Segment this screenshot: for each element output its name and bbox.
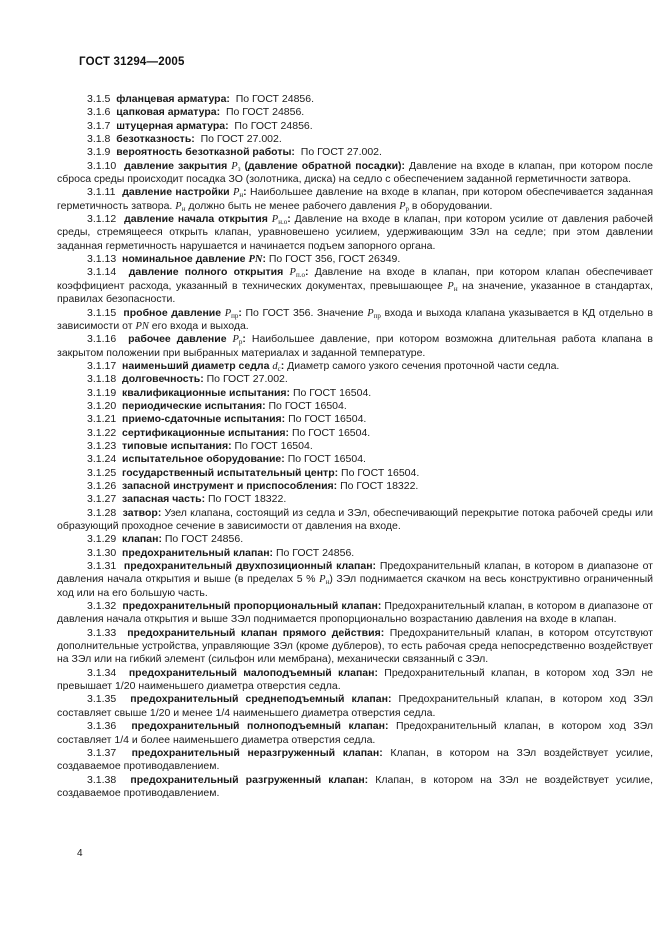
paragraph — [57, 600, 653, 627]
term: (давление обратной посадки): — [240, 159, 406, 172]
term: предохранительный среднеподъемный клапан: — [130, 693, 392, 706]
paragraph — [57, 453, 653, 466]
term: : — [262, 253, 266, 266]
paragraph — [57, 400, 653, 413]
paragraph — [57, 266, 653, 306]
definition-text: Предохранительный клапан, в котором ход ЗЭл составляет свыше 1/20 и менее 1/4 наименьшего диаметра отверстия седла. — [57, 693, 653, 719]
variable-symbol: $P_н$ — [319, 574, 330, 587]
clause-number: 3.1.29 — [87, 533, 123, 546]
variable-symbol: $P_{пр}$ — [224, 307, 239, 320]
clause-number: 3.1.5 — [87, 93, 117, 105]
term: предохранительный неразгруженный клапан: — [131, 746, 383, 759]
clause-number: 3.1.30 — [87, 546, 123, 559]
paragraph — [57, 307, 653, 334]
definition-text: его входа и выхода. — [148, 319, 249, 332]
term: PN — [248, 254, 263, 266]
clause-number: 3.1.12 — [87, 213, 125, 226]
term: предохранительный двухпозиционный клапан: — [123, 560, 377, 573]
paragraph — [57, 186, 653, 213]
clause-number: 3.1.10 — [87, 159, 125, 172]
term: предохранительный малоподъемный клапан: — [128, 666, 378, 679]
definition-text: По ГОСТ 24856. — [229, 93, 315, 105]
term: периодические испытания: — [122, 399, 266, 412]
term: фланцевая арматура: — [116, 93, 230, 105]
clause-number: 3.1.13 — [87, 253, 123, 266]
paragraph — [57, 720, 653, 747]
term: затвор: — [122, 506, 162, 519]
definition-text: в оборудовании. — [409, 199, 493, 212]
clause-number: 3.1.28 — [87, 506, 123, 519]
paragraph — [57, 693, 653, 720]
definition-text: ) ЗЭл поднимается скачком на весь конструктивно ограниченный ход или на его большую часть. — [57, 573, 653, 599]
paragraph — [57, 774, 653, 801]
term: рабочее давление — [128, 333, 233, 346]
definition-text: По ГОСТ 16504. — [290, 386, 372, 399]
paragraph — [57, 360, 653, 373]
term: цапковая арматура: — [116, 106, 221, 119]
variable-symbol: $P_н$ — [232, 187, 244, 200]
clause-number: 3.1.33 — [87, 626, 128, 639]
clause-number: 3.1.19 — [87, 386, 123, 399]
variable-symbol: $P_р$ — [232, 334, 243, 347]
paragraph — [57, 560, 653, 600]
definition-text: Узел клапана, состоящий из седла и ЗЭл, обеспечивающий перекрытие потока рабочей среды или образующий проходное сечение в зависимости от давления на входе. — [57, 506, 654, 532]
document-header-title: ГОСТ 31294—2005 — [79, 56, 185, 68]
variable-symbol: $P_{п.о}$ — [289, 267, 305, 280]
definition-text: По ГОСТ 27.002. — [294, 146, 382, 159]
clause-number: 3.1.31 — [87, 560, 124, 573]
paragraph — [57, 533, 653, 546]
term: давление полного открытия — [128, 266, 290, 279]
definition-text: По ГОСТ 24856. — [228, 119, 313, 132]
term: клапан: — [122, 533, 162, 546]
paragraph — [57, 213, 653, 253]
definition-text: По ГОСТ 16504. — [338, 466, 420, 479]
definition-text: Предохранительный клапан, в котором отсутствуют дополнительные устройства, управляющие ЗЭл (кроме дублеров), то есть рабочая среда непосредственно воздействует на ЗЭл или на гибкий элемент (сильфон или мембрана), механически связанный с ЗЭл. — [57, 626, 653, 666]
paragraph — [57, 413, 653, 426]
paragraph — [57, 547, 653, 560]
paragraph — [57, 133, 653, 146]
clause-number: 3.1.7 — [87, 119, 117, 132]
clause-number: 3.1.11 — [87, 186, 123, 199]
paragraph — [57, 146, 653, 159]
definition-text: Диаметр самого узкого сечения проточной части седла. — [284, 359, 560, 372]
definition-text: По ГОСТ 16504. — [284, 453, 366, 466]
paragraph — [57, 467, 653, 480]
term: предохранительный разгруженный клапан: — [130, 773, 369, 786]
clause-number: 3.1.17 — [87, 359, 123, 372]
clause-number: 3.1.14 — [87, 266, 129, 279]
definition-text: Давление на входе в клапан, при котором усилие от давления рабочей среды, стремящееся открыть клапан, уравновешено усилием, удерживающим ЗЭл на седле; при этом давлении заданная герметичность нарушается и начинается подъем запорного органа. — [57, 213, 653, 252]
paragraph — [57, 373, 653, 386]
clause-number: 3.1.21 — [87, 413, 123, 426]
definition-text: По ГОСТ 16504. — [265, 399, 347, 412]
variable-symbol: $P_{н.о}$ — [271, 214, 288, 227]
paragraph — [57, 253, 653, 266]
term: типовые испытания: — [122, 439, 232, 452]
term: давление начала открытия — [124, 213, 272, 226]
definition-text: PN — [135, 320, 149, 332]
paragraph — [57, 667, 653, 694]
term: вероятность безотказной работы: — [116, 146, 295, 159]
definition-text: По ГОСТ 16504. — [285, 413, 367, 426]
variable-symbol: $P_н$ — [447, 280, 458, 293]
term: предохранительный пропорциональный клапан: — [122, 600, 382, 613]
paragraph — [57, 480, 653, 493]
term: государственный испытательный центр: — [122, 466, 339, 479]
definition-text: Клапан, в котором на ЗЭл воздействует усилие, создаваемое противодавлением. — [57, 746, 654, 773]
definition-text: должно быть не менее рабочего давления — [185, 199, 400, 212]
definition-text: По ГОСТ 356. Значение — [241, 306, 368, 319]
term: предохранительный клапан прямого действия: — [127, 626, 385, 639]
definition-text: По ГОСТ 18322. — [337, 479, 419, 492]
term: безотказность: — [116, 133, 195, 146]
term: : — [304, 266, 309, 279]
definition-text: Давление на входе в клапан, при котором клапан обеспечивает коэффициент расхода, указанный в технических документах, превышающее — [57, 266, 653, 292]
term: : — [238, 306, 242, 319]
clause-number: 3.1.24 — [87, 453, 123, 466]
paragraph — [57, 627, 653, 667]
clause-number: 3.1.8 — [87, 133, 117, 146]
page-number: 4 — [77, 848, 83, 859]
document-body — [57, 93, 653, 800]
definition-text: Предохранительный клапан, в котором ход ЗЭл составляет 1/4 и более наименьшего диаметра отверстия седла. — [57, 720, 654, 746]
clause-number: 3.1.37 — [87, 746, 132, 759]
clause-number: 3.1.22 — [87, 426, 123, 439]
paragraph — [57, 440, 653, 453]
term: приемо-сдаточные испытания: — [122, 413, 286, 426]
definition-text: на значение, указанное в стандартах, правилах безопасности. — [57, 279, 653, 306]
term: : — [287, 213, 291, 226]
definition-text: Клапан, в котором на ЗЭл не воздействует усилие, создаваемое противодавлением. — [57, 773, 654, 799]
clause-number: 3.1.26 — [87, 479, 123, 492]
variable-symbol: $P_{пр}$ — [367, 307, 381, 320]
variable-symbol: $d_с$ — [272, 360, 281, 373]
term: штуцерная арматура: — [116, 119, 229, 132]
paragraph — [57, 747, 653, 774]
variable-symbol: $P_з$ — [231, 160, 241, 173]
term: пробное давление — [123, 306, 225, 319]
definition-text: По ГОСТ 27.002. — [203, 373, 288, 386]
term: наименьший диаметр седла — [122, 359, 273, 372]
paragraph — [57, 427, 653, 440]
clause-number: 3.1.27 — [87, 493, 123, 506]
clause-number: 3.1.36 — [87, 720, 132, 733]
definition-text: По ГОСТ 27.002. — [194, 133, 282, 146]
definition-text: По ГОСТ 24856. — [161, 533, 244, 546]
definition-text: Предохранительный клапан, в котором в диапазоне от давления начала открытия и выше (в пределах 5 % — [57, 560, 653, 586]
term: давление закрытия — [124, 159, 232, 172]
clause-number: 3.1.35 — [87, 693, 131, 706]
paragraph — [57, 333, 653, 360]
definition-text: По ГОСТ 16504. — [289, 426, 371, 439]
clause-number: 3.1.34 — [87, 666, 129, 679]
term: предохранительный полноподъемный клапан: — [131, 720, 389, 733]
clause-number: 3.1.25 — [87, 466, 123, 479]
definition-text: Наибольшее давление, при котором возможна длительная работа клапана в закрытом положении при выбранных материалах и заданной температуре. — [57, 333, 653, 359]
term: запасной инструмент и приспособления: — [122, 479, 338, 492]
term: давление настройки — [122, 186, 233, 199]
clause-number: 3.1.38 — [87, 773, 131, 786]
variable-symbol: $P_н$ — [175, 200, 186, 213]
term: сертификационные испытания: — [122, 426, 290, 439]
term: квалификационные испытания: — [122, 386, 291, 399]
term: номинальное давление — [122, 253, 249, 266]
term: : — [242, 333, 246, 346]
definition-text: По ГОСТ 24856. — [273, 546, 355, 559]
definition-text: Предохранительный клапан, в котором в диапазоне от давления начала открытия и выше ЗЭл поднимается пропорционально возрастанию давления на входе в клапан. — [57, 600, 653, 626]
paragraph — [57, 160, 653, 187]
paragraph — [57, 507, 653, 534]
clause-number: 3.1.23 — [87, 439, 123, 452]
term: предохранительный клапан: — [122, 546, 274, 559]
paragraph — [57, 493, 653, 506]
clause-number: 3.1.18 — [87, 373, 123, 386]
clause-number: 3.1.16 — [87, 333, 129, 346]
paragraph — [57, 120, 653, 133]
definition-text: По ГОСТ 356, ГОСТ 26349. — [265, 253, 401, 266]
clause-number: 3.1.9 — [87, 146, 117, 159]
clause-number: 3.1.32 — [87, 600, 123, 613]
paragraph — [57, 93, 653, 106]
term: долговечность: — [122, 373, 204, 386]
paragraph — [57, 106, 653, 119]
definition-text: Наибольшее давление на входе в клапан, при котором обеспечивается заданная герметичность затвора. — [57, 186, 654, 212]
term: испытательное оборудование: — [122, 453, 285, 466]
definition-text: Предохранительный клапан, в котором ход ЗЭл не превышает 1/20 наименьшего диаметра отверстия седла. — [57, 666, 653, 693]
clause-number: 3.1.6 — [87, 106, 117, 119]
clause-number: 3.1.15 — [87, 306, 124, 319]
definition-text: Давление на входе в клапан, при котором после сброса среды происходит посадка ЗО (золотника, диска) на седло с обеспечением заданной герметичности затвора. — [57, 159, 653, 186]
definition-text: По ГОСТ 24856. — [220, 106, 305, 119]
term: запасная часть: — [122, 493, 206, 506]
definition-text: По ГОСТ 18322. — [205, 493, 287, 506]
term: : — [280, 359, 285, 372]
paragraph — [57, 387, 653, 400]
definition-text: входа и выхода клапана указывается в КД отдельно в зависимости от — [57, 306, 653, 332]
definition-text: По ГОСТ 16504. — [231, 439, 313, 452]
term: : — [243, 186, 247, 199]
clause-number: 3.1.20 — [87, 399, 123, 412]
variable-symbol: $P_р$ — [399, 200, 409, 213]
